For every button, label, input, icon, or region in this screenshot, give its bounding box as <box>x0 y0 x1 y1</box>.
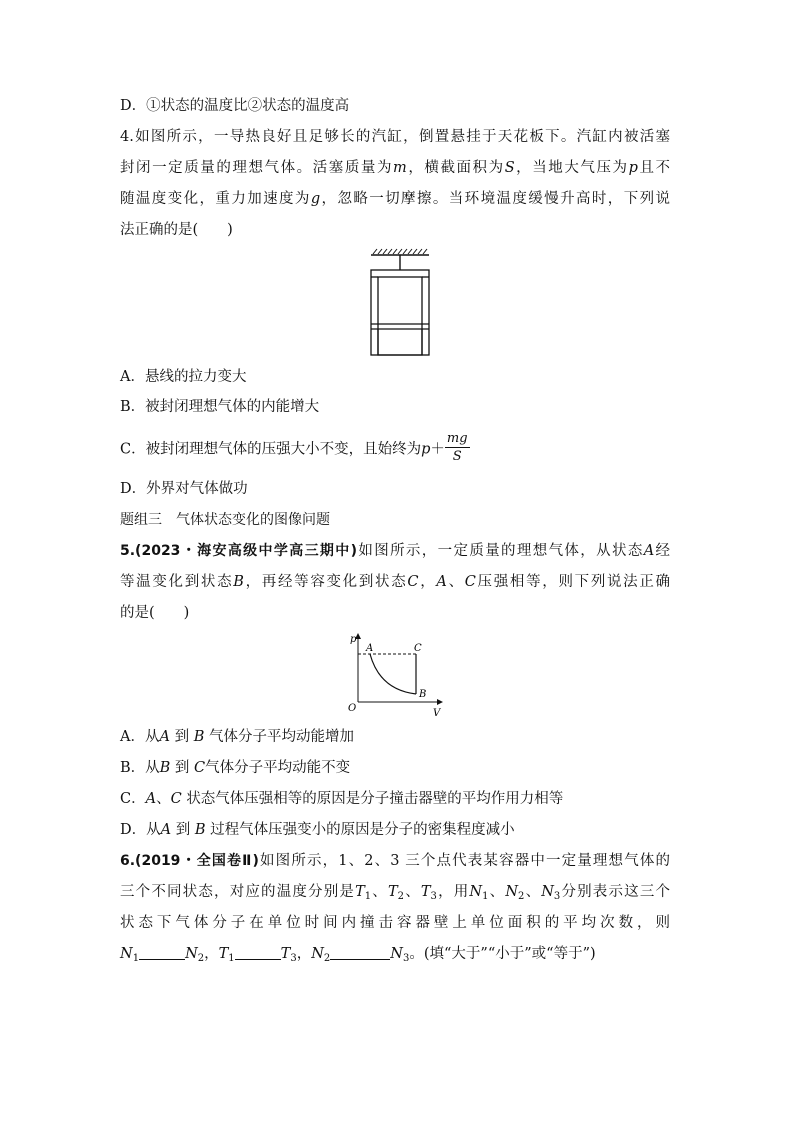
q6-stem-line3: 状态下气体分子在单位时间内撞击容器壁上单位面积的平均次数，则 <box>120 915 670 931</box>
q6-stem-line4: $N_1$ $N_2$，$T_1$ $T_3$，$N_2$ $N_3$。(填“大于”“小于”或“等于”) <box>120 946 596 964</box>
answer-blank-1[interactable] <box>139 945 185 960</box>
q4-option-b: B．被封闭理想气体的内能增大 <box>120 399 320 415</box>
section-title: 题组三 气体状态变化的图像问题 <box>120 512 330 528</box>
fraction-mg-over-s: $\frac{mg}{S}$ <box>446 431 468 464</box>
answer-blank-2[interactable] <box>235 945 281 960</box>
q4-option-a: A．悬线的拉力变大 <box>120 369 247 385</box>
q5-option-c: C．A、C 状态气体压强相等的原因是分子撞击器壁的平均作用力相等 <box>120 791 564 807</box>
ceiling <box>371 249 429 255</box>
q4-option-c: C．被封闭理想气体的压强大小不变，且始终为p＋ $\frac{mg}{S}$ <box>120 431 468 464</box>
piston <box>371 324 429 355</box>
pv-graph <box>340 630 450 720</box>
q6-stem-line2: 三个不同状态，对应的温度分别是$T_1$、$T_2$、$T_3$，用$N_1$、$N_2$、$N_3$分别表示这三个 <box>120 884 670 902</box>
state-b-label: B <box>419 689 427 700</box>
q5-option-b: B．从B 到 C气体分子平均动能不变 <box>120 760 351 776</box>
origin-label: O <box>348 703 357 714</box>
q6-stem-line1: 6.(2019・全国卷Ⅱ)如图所示，1、2、3 三个点代表某容器中一定量理想气体的 <box>120 853 670 869</box>
answer-blank-3[interactable] <box>330 945 390 960</box>
q4-stem-line3: 随温度变化，重力加速度为g，忽略一切摩擦。当环境温度缓慢升高时，下列说 <box>120 191 671 207</box>
state-c-label: C <box>414 643 422 654</box>
state-a-label: A <box>366 643 374 654</box>
q5-option-d: D．从A 到 B 过程气体压强变小的原因是分子的密集程度减小 <box>120 822 515 838</box>
q5-stem-line3: 的是( ) <box>120 605 190 621</box>
q5-option-a: A．从A 到 B 气体分子平均动能增加 <box>120 729 354 745</box>
q5-stem-line1: 5.(2023・海安高级中学高三期中)如图所示，一定质量的理想气体，从状态A经 <box>120 543 671 559</box>
q4-stem-line2: 封闭一定质量的理想气体。活塞质量为m，横截面积为S，当地大气压为p且不 <box>120 160 671 176</box>
isotherm-a-to-b <box>370 654 416 694</box>
cylinder <box>371 270 429 355</box>
q3-option-d: D．①状态的温度比②状态的温度高 <box>120 98 350 114</box>
q4-stem-line1: 4.如图所示，一导热良好且足够长的汽缸，倒置悬挂于天花板下。汽缸内被活塞 <box>120 129 670 145</box>
hanging-cylinder-figure <box>360 248 440 358</box>
v-axis-label: V <box>433 708 441 719</box>
q4-option-d: D．外界对气体做功 <box>120 481 248 497</box>
q4-stem-line4: 法正确的是( ) <box>120 222 233 238</box>
p-axis-label: p <box>350 634 357 645</box>
q5-stem-line2: 等温变化到状态B，再经等容变化到状态C，A、C压强相等，则下列说法正确 <box>120 574 671 590</box>
